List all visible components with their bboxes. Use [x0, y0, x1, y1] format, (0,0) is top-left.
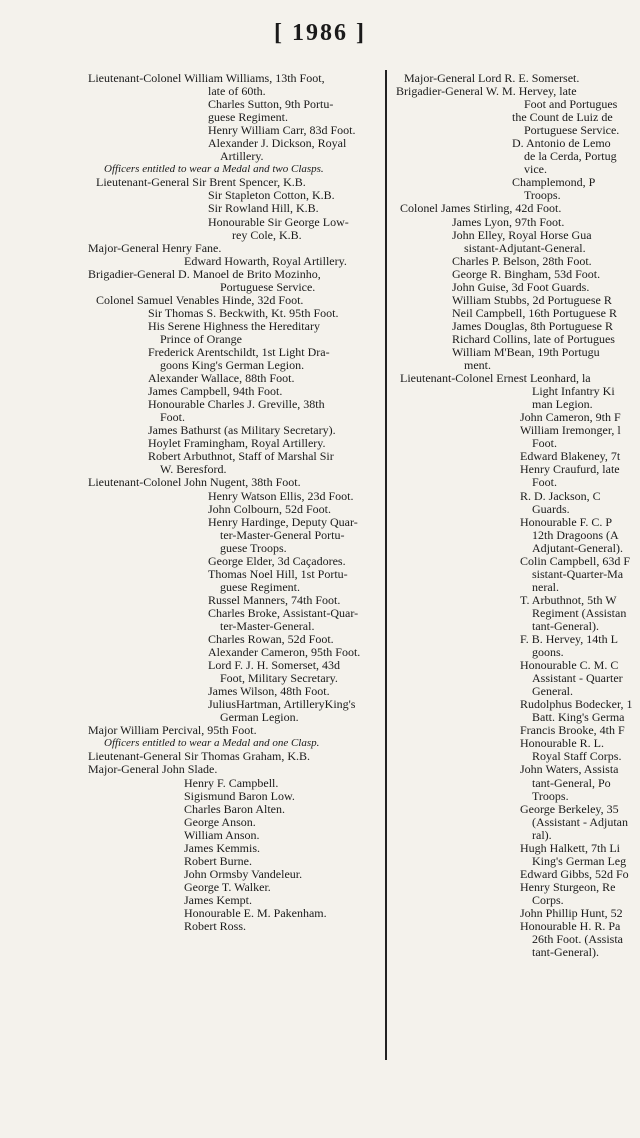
entry-line: King's German Leg: [532, 853, 627, 868]
entry-line: Hugh Halkett, 7th Li: [520, 840, 620, 855]
entry-line: Charles P. Belson, 28th Foot.: [452, 253, 592, 268]
entry-line: Light Infantry Ki: [532, 384, 615, 399]
section-heading: Officers entitled to wear a Medal and one Clasp.: [104, 737, 320, 750]
entry-line: George T. Walker.: [184, 879, 271, 894]
entry-line: Foot, Military Secretary.: [220, 671, 338, 686]
entry-line: Honourable E. M. Pakenham.: [184, 906, 327, 920]
entry-line: guese Regiment.: [220, 579, 300, 594]
entry-line: rey Cole, K.B.: [232, 227, 302, 242]
entry-line: JuliusHartman, ArtilleryKing's: [208, 697, 356, 712]
entry-line: Regiment (Assistan: [532, 605, 627, 620]
entry-line: William Stubbs, 2d Portuguese R: [452, 292, 612, 307]
page-number: [ 1986 ]: [274, 20, 366, 46]
entry-line: General.: [532, 684, 573, 699]
entry-line: Prince of Orange: [160, 331, 242, 346]
entry-line: John Elley, Royal Horse Gua: [452, 227, 592, 242]
entry-line: Charles Rowan, 52d Foot.: [208, 632, 334, 647]
entry-line: Honourable H. R. Pa: [520, 919, 621, 934]
entry-line: James Lyon, 97th Foot.: [452, 214, 565, 229]
entry-line: James Douglas, 8th Portuguese R: [452, 318, 613, 333]
entry-line: Honourable C. M. C: [520, 658, 619, 673]
entry-line: Foot and Portugues: [524, 97, 618, 112]
entry-line: James Kemmis.: [184, 840, 260, 855]
entry-line: Champlemond, P: [512, 175, 596, 190]
entry-line: William Anson.: [184, 827, 260, 842]
entry-line: George Anson.: [184, 814, 256, 829]
entry-line: Edward Gibbs, 52d Fo: [520, 866, 629, 881]
entry-line: goons King's German Legion.: [160, 358, 305, 373]
entry-line: Alexander Wallace, 88th Foot.: [148, 371, 295, 386]
entry-line: ter-Master-General Portu-: [220, 527, 345, 542]
entry-line: man Legion.: [532, 397, 593, 412]
entry-line: Honourable Sir George Low-: [208, 214, 349, 229]
entry-line: Henry Hardinge, Deputy Quar-: [208, 514, 358, 529]
entry-line: Corps.: [532, 892, 564, 907]
entry-line: Lieutenant-Colonel Ernest Leonhard, la: [400, 371, 591, 386]
entry-line: Brigadier-General D. Manoel de Brito Mozinho,: [88, 266, 321, 281]
entry-line: sistant-Adjutant-General.: [464, 240, 586, 255]
entry-line: Foot.: [160, 410, 186, 425]
entry-line: Edward Blakeney, 7t: [520, 449, 621, 464]
entry-line: Alexander Cameron, 95th Foot.: [208, 645, 361, 660]
entry-line: Thomas Noel Hill, 1st Portu-: [208, 566, 348, 581]
entry-line: Lieutenant-General Sir Brent Spencer, K.B.: [96, 175, 306, 190]
entry-line: German Legion.: [220, 710, 299, 725]
entry-line: James Wilson, 48th Foot.: [208, 684, 330, 699]
entry-line: Royal Staff Corps.: [532, 749, 622, 764]
entry-line: neral.: [532, 579, 559, 594]
entry-line: James Bathurst (as Military Secretary).: [148, 423, 336, 438]
entry-line: Alexander J. Dickson, Royal: [208, 136, 347, 151]
entry-line: Guards.: [532, 501, 570, 516]
entry-line: Rudolphus Bodecker, 1: [520, 697, 633, 712]
entry-line: James Kempt.: [184, 892, 252, 907]
entry-line: John Guise, 3d Foot Guards.: [452, 279, 590, 294]
entry-line: Henry Craufurd, late: [520, 462, 620, 477]
entry-line: R. D. Jackson, C: [520, 488, 601, 503]
entry-line: Colin Campbell, 63d F: [520, 553, 631, 568]
entry-line: Troops.: [532, 788, 569, 803]
entry-line: Assistant - Quarter: [532, 671, 623, 686]
entry-line: F. B. Hervey, 14th L: [520, 632, 618, 647]
entry-line: Francis Brooke, 4th F: [520, 723, 625, 738]
entry-line: Foot.: [532, 436, 558, 451]
entry-line: Robert Arbuthnot, Staff of Marshal Sir: [148, 449, 334, 464]
entry-line: John Phillip Hunt, 52: [520, 906, 623, 920]
entry-line: George R. Bingham, 53d Foot.: [452, 266, 601, 281]
entry-line: Richard Collins, late of Portugues: [452, 331, 615, 346]
entry-line: Major-General John Slade.: [88, 762, 218, 777]
entry-line: William M'Bean, 19th Portugu: [452, 344, 600, 359]
column-divider: [385, 70, 387, 1060]
entry-line: ral).: [532, 827, 552, 842]
entry-line: Major William Percival, 95th Foot.: [88, 723, 257, 738]
entry-line: James Campbell, 94th Foot.: [148, 384, 283, 399]
entry-line: 26th Foot. (Assista: [532, 932, 624, 947]
entry-line: guese Troops.: [220, 540, 287, 555]
entry-line: George Elder, 3d Caçadores.: [208, 553, 346, 568]
left-column: [88, 72, 384, 933]
entry-line: Lieutenant-Colonel William Williams, 13th Foot,: [88, 71, 325, 85]
entry-line: Honourable Charles J. Greville, 38th: [148, 397, 325, 412]
entry-line: Henry Watson Ellis, 23d Foot.: [208, 488, 354, 503]
entry-line: John Cameron, 9th F: [520, 410, 621, 425]
entry-line: tant-General).: [532, 618, 599, 633]
entry-line: Lieutenant-General Sir Thomas Graham, K.B.: [88, 749, 311, 764]
entry-line: Lieutenant-Colonel John Nugent, 38th Foot.: [88, 475, 301, 490]
entry-line: Sigismund Baron Low.: [184, 788, 295, 803]
entry-line: Henry William Carr, 83d Foot.: [208, 123, 356, 138]
entry-line: Henry F. Campbell.: [184, 775, 279, 790]
entry-line: Neil Campbell, 16th Portuguese R: [452, 305, 617, 320]
entry-line: ter-Master-General.: [220, 618, 315, 633]
entry-line: de la Cerda, Portug: [524, 149, 617, 164]
entry-line: Sir Thomas S. Beckwith, Kt. 95th Foot.: [148, 305, 339, 320]
entry-line: Frederick Arentschildt, 1st Light Dra-: [148, 344, 330, 359]
entry-line: Major-General Lord R. E. Somerset.: [404, 72, 580, 85]
entry-line: D. Antonio de Lemo: [512, 136, 611, 151]
entry-line: Batt. King's Germa: [532, 710, 625, 725]
entry-line: W. Beresford.: [160, 462, 227, 477]
entry-line: T. Arbuthnot, 5th W: [520, 592, 617, 607]
entry-line: (Assistant - Adjutan: [532, 814, 628, 829]
entry-line: Edward Howarth, Royal Artillery.: [184, 253, 347, 268]
entry-line: 12th Dragoons (A: [532, 527, 619, 542]
entry-line: His Serene Highness the Hereditary: [148, 318, 320, 333]
entry-line: John Colbourn, 52d Foot.: [208, 501, 332, 516]
entry-line: Adjutant-General).: [532, 540, 623, 555]
entry-line: the Count de Luiz de: [512, 110, 613, 125]
entry-line: Russel Manners, 74th Foot.: [208, 592, 341, 607]
entry-line: Foot.: [532, 475, 558, 490]
entry-line: Charles Baron Alten.: [184, 801, 285, 816]
section-heading: Officers entitled to wear a Medal and two Clasps.: [104, 163, 324, 176]
entry-line: Portuguese Service.: [524, 123, 620, 138]
entry-line: sistant-Quarter-Ma: [532, 566, 624, 581]
entry-line: Sir Stapleton Cotton, K.B.: [208, 188, 335, 203]
entry-line: Henry Sturgeon, Re: [520, 879, 616, 894]
entry-line: Brigadier-General W. M. Hervey, late: [396, 84, 577, 99]
entry-line: Robert Burne.: [184, 853, 252, 868]
entry-line: William Iremonger, l: [520, 423, 621, 438]
entry-line: Sir Rowland Hill, K.B.: [208, 201, 319, 216]
entry-line: ment.: [464, 358, 491, 373]
entry-line: tant-General, Po: [532, 775, 611, 790]
entry-line: tant-General).: [532, 945, 599, 960]
entry-line: Charles Broke, Assistant-Quar-: [208, 605, 359, 620]
entry-line: goons.: [532, 645, 564, 660]
entry-line: Artillery.: [220, 149, 264, 164]
entry-line: John Waters, Assista: [520, 762, 619, 777]
entry-line: John Ormsby Vandeleur.: [184, 866, 303, 881]
entry-line: Honourable R. L.: [520, 736, 604, 751]
entry-line: Portuguese Service.: [220, 279, 316, 294]
entry-line: Colonel Samuel Venables Hinde, 32d Foot.: [96, 292, 304, 307]
entry-line: Robert Ross.: [184, 919, 247, 934]
entry-line: George Berkeley, 35: [520, 801, 619, 816]
entry-line: late of 60th.: [208, 84, 266, 99]
entry-line: Major-General Henry Fane.: [88, 240, 222, 255]
entry-line: vice.: [524, 162, 547, 177]
right-column: [396, 72, 640, 959]
entry-line: Lord F. J. H. Somerset, 43d: [208, 658, 341, 673]
entry-line: guese Regiment.: [208, 110, 288, 125]
entry-line: Hoylet Framingham, Royal Artillery.: [148, 436, 326, 451]
entry-line: Colonel James Stirling, 42d Foot.: [400, 201, 562, 216]
entry-line: Charles Sutton, 9th Portu-: [208, 97, 334, 112]
entry-line: Honourable F. C. P: [520, 514, 613, 529]
entry-line: Troops.: [524, 188, 561, 203]
